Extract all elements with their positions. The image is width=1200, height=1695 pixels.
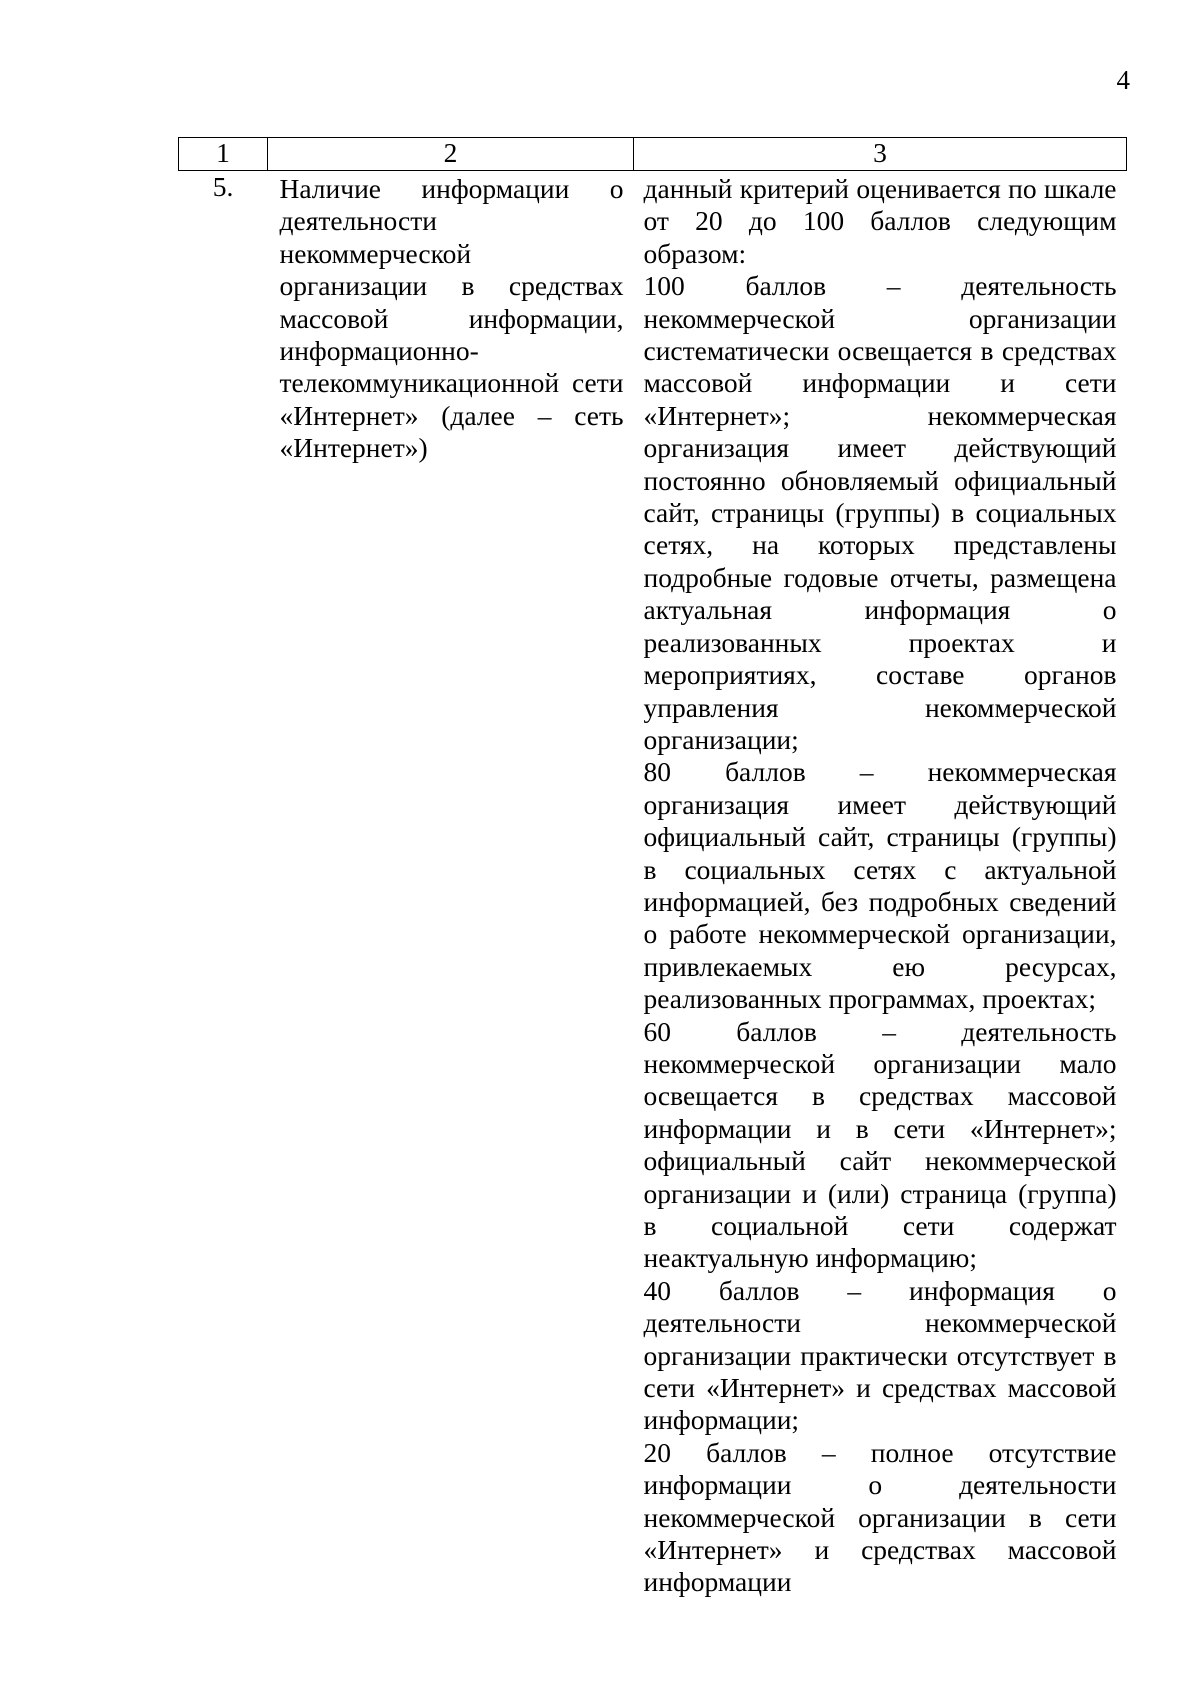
criteria-table	[178, 137, 1127, 1599]
evaluation-100-points: 100 баллов – деятельность некоммерческой организации систематически освещается в средствах массовой информации и сети «Интернет»; некоммерческая организация имеет действующий постоянно обновляемый официальный сайт, страницы (группы) в социальных сетях, на которых представлены подробные годовые отчеты, размещена актуальная информация о реализованных проектах и мероприятиях, составе органов управления некоммерческой организации;	[643, 270, 1117, 755]
evaluation-20-points: 20 баллов – полное отсутствие информации о деятельности некоммерческой организации в сети «Интернет» и средствах массовой информации	[643, 1436, 1117, 1598]
column-header-1: 1	[179, 138, 268, 171]
evaluation-cell	[634, 171, 1127, 1599]
table-row	[179, 171, 1127, 1599]
evaluation-60-points: 60 баллов – деятельность некоммерческой организации мало освещается в средствах массовой информации и в сети «Интернет»; официальный сайт некоммерческой организации и (или) страница (группа) в социальной сети содержат неактуальную информацию;	[643, 1015, 1117, 1274]
table-header-row	[179, 138, 1127, 171]
criterion-text: Наличие информации о деятельности некоммерческой организации в средствах массовой информации, информационно-телекоммуникационной сети «Интернет» (далее – сеть «Интернет»)	[279, 173, 624, 464]
row-number: 5.	[212, 171, 234, 202]
column-header-3: 3	[634, 138, 1127, 171]
page-number: 4	[1116, 65, 1130, 95]
column-header-2: 2	[268, 138, 634, 171]
evaluation-intro: данный критерий оценивается по шкале от 20 до 100 баллов следующим образом:	[643, 173, 1117, 269]
evaluation-40-points: 40 баллов – информация о деятельности некоммерческой организации практически отсутствует в сети «Интернет» и средствах массовой информации;	[643, 1274, 1117, 1436]
evaluation-80-points: 80 баллов – некоммерческая организация имеет действующий официальный сайт, страницы (группы) в социальных сетях с актуальной информацией, без подробных сведений о работе некоммерческой организации, привлекаемых ею ресурсах, реализованных программах, проектах;	[643, 756, 1117, 1015]
